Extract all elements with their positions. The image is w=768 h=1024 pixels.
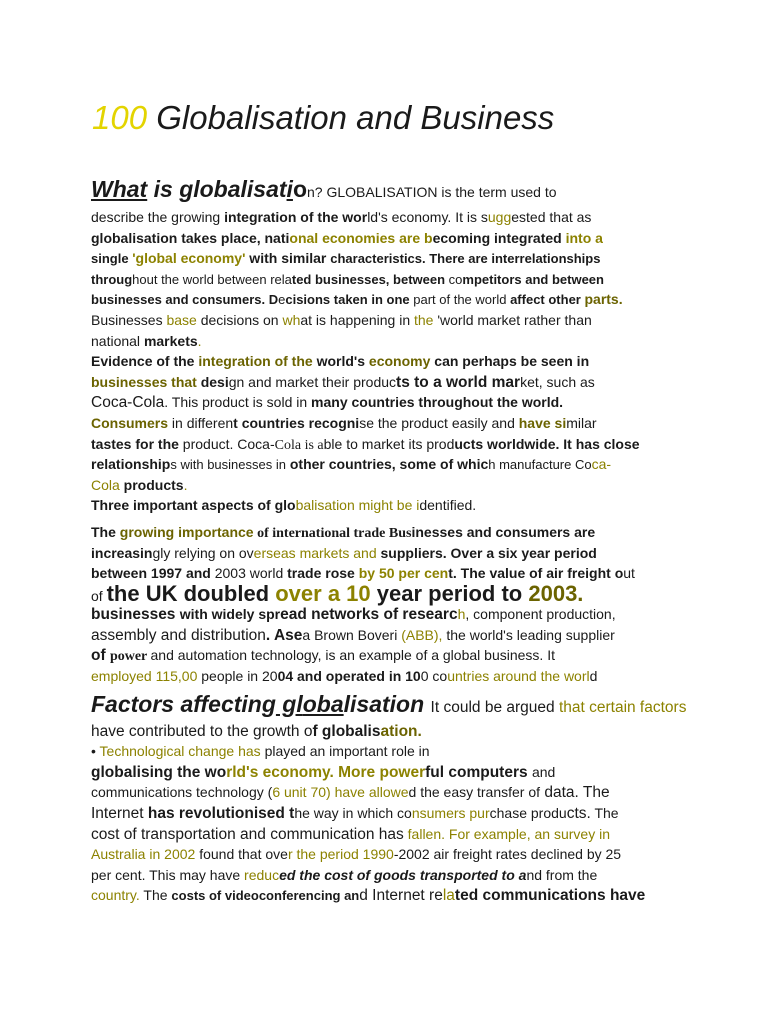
text-line: [91, 228, 691, 249]
text-run: re power: [360, 763, 426, 781]
text-run: la: [442, 887, 455, 905]
text-run: , component production,: [465, 606, 616, 623]
text-run: r the period 1990: [287, 846, 394, 863]
text-run: throug: [91, 271, 133, 287]
text-run: The: [590, 805, 619, 822]
title-text: Globalisation and Business: [147, 99, 555, 136]
text-run: cost of transportation and communication has: [91, 825, 404, 843]
text-line: [91, 434, 691, 455]
document-title: [92, 95, 554, 141]
text-run: communications technology (: [91, 784, 273, 801]
text-run: ut: [623, 565, 635, 582]
text-run: (ABB),: [397, 626, 443, 643]
text-run: s declined by 25: [519, 846, 622, 863]
text-run: chase produ: [489, 805, 567, 822]
text-line: [91, 645, 691, 666]
text-run: onal economies are b: [289, 229, 433, 246]
text-line: [91, 171, 691, 207]
text-run: suppliers. Over a s: [376, 544, 506, 561]
text-run: What: [91, 176, 148, 202]
text-run: t countrie: [233, 414, 297, 431]
text-run: mple of a global busin: [381, 647, 518, 664]
text-run: data. The: [540, 784, 610, 802]
text-run: of internatio: [253, 525, 332, 541]
text-run: part of the world: [413, 292, 507, 308]
text-run: costs of videoconferencing an: [171, 888, 360, 904]
text-run: ca-: [591, 456, 612, 473]
text-line: [91, 248, 691, 269]
text-run: •: [91, 743, 100, 760]
text-run: milar: [566, 414, 597, 431]
text-run: Cola is a: [274, 437, 324, 453]
text-run: Evidence of the: [91, 353, 199, 370]
text-run: ts to a world mar: [396, 373, 521, 391]
text-run: he way in which co: [294, 805, 412, 822]
text-run: by 50 per cen: [358, 565, 449, 582]
text-run: businesses and consumers. D: [91, 292, 279, 308]
text-line: [91, 269, 691, 290]
text-run: i: [466, 209, 470, 225]
text-run: revolutionised t: [174, 805, 295, 823]
text-run: ed the cost of goods transported to a: [279, 866, 527, 883]
text-run: has: [147, 805, 175, 823]
text-run: world's: [312, 353, 366, 370]
text-run: This may have: [145, 866, 245, 883]
text-line: [91, 604, 691, 625]
text-run: growing importance: [119, 523, 254, 540]
text-line: [91, 351, 691, 372]
text-run: rs: [512, 763, 532, 781]
text-run: desi: [200, 373, 229, 390]
text-run: d the easy transfer of: [408, 784, 541, 801]
text-run: rvey in: [568, 825, 610, 842]
text-run: ation.: [380, 722, 422, 740]
text-run: lisation: [343, 690, 431, 717]
text-run: rld's economy. Mo: [226, 763, 361, 781]
title-number: 100: [92, 99, 148, 136]
text-run: Cola: [91, 476, 120, 493]
text-run: gn and market their produc: [228, 373, 397, 390]
text-run: can perhaps be seen in: [434, 353, 590, 370]
text-run: nsumers pur: [411, 805, 490, 822]
text-run: Internet: [91, 805, 148, 823]
text-run: s and consumers are: [455, 523, 596, 540]
text-run: se the product easily and: [359, 414, 519, 431]
text-run: 2003.: [528, 580, 584, 606]
text-run: assembly and distribution: [91, 626, 266, 644]
text-run: products: [119, 476, 184, 493]
text-line: [91, 454, 691, 475]
text-run: with widely spr: [179, 606, 281, 623]
text-line: [91, 331, 691, 352]
text-run: It could be argued: [430, 698, 555, 716]
text-run: gl: [275, 690, 303, 717]
text-run: h: [457, 606, 466, 623]
text-run: reduc: [244, 866, 280, 883]
text-run: orld's leading supplier: [479, 626, 615, 643]
document-body: [91, 171, 691, 906]
text-run: n: [583, 311, 592, 328]
text-run: in: [168, 414, 183, 431]
text-line: [91, 413, 691, 434]
text-run: 2002: [164, 846, 196, 863]
text-run: .: [197, 332, 202, 349]
text-run: that certain factors: [554, 698, 687, 716]
text-run: between 1: [91, 565, 159, 582]
text-run: and automation technology, is an exa: [150, 647, 382, 664]
text-run: single: [91, 251, 133, 267]
text-run: 2003 world: [214, 565, 284, 582]
text-run: is: [153, 176, 180, 202]
text-run: in: [149, 846, 165, 863]
text-run: into a: [565, 229, 603, 246]
text-run: ble to market its prod: [323, 435, 455, 452]
text-run: relationship: [91, 456, 171, 473]
text-run: businesses that: [91, 373, 201, 390]
text-line: [91, 289, 691, 310]
text-run: globalisation takes place, nati: [91, 229, 290, 246]
text-run: ket, such as: [520, 373, 595, 390]
text-run: rld.: [541, 394, 564, 411]
text-run: e i: [404, 497, 420, 514]
text-run: Coca-Cola: [91, 394, 165, 412]
text-run: 0 co: [420, 668, 448, 685]
text-run: base: [166, 311, 201, 328]
text-line: [91, 721, 691, 742]
text-run: trade rose: [283, 565, 359, 582]
text-run: oba: [302, 690, 344, 717]
text-run: economy: [365, 353, 435, 370]
text-run: ucts worldwide. It: [454, 435, 572, 452]
text-run: of: [91, 647, 110, 665]
text-run: dentified.: [419, 497, 477, 514]
text-run: have allowe: [334, 784, 409, 801]
text-run: cts.: [566, 805, 591, 823]
text-run: the: [414, 311, 434, 328]
text-run: people in 20: [197, 668, 278, 685]
text-run: ess.: [517, 647, 544, 664]
text-run: e: [278, 292, 286, 308]
text-run: decisions on: [200, 311, 283, 328]
text-run: nd from the: [526, 866, 598, 883]
text-line: [91, 207, 691, 228]
text-run: 'global economy': [132, 250, 246, 267]
text-run: ecting: [208, 690, 276, 717]
text-run: d: [589, 668, 598, 685]
text-run: 04 and operated in 10: [277, 668, 421, 685]
text-run: co: [448, 271, 463, 287]
text-run: Consumers: [91, 414, 169, 431]
text-run: over a 10: [269, 580, 371, 606]
text-run: have si: [518, 414, 567, 431]
text-run: globalising the wo: [91, 763, 227, 781]
text-run: The: [91, 523, 120, 540]
text-run: i: [286, 176, 293, 202]
text-run: ld's ec: [367, 209, 407, 225]
text-run: erseas markets and: [253, 544, 377, 561]
text-run: have contributed to the growth o: [91, 722, 313, 740]
text-line: [91, 625, 691, 646]
text-run: with similar: [245, 250, 331, 267]
text-run: e: [512, 846, 520, 863]
text-run: inesse: [411, 523, 456, 540]
text-run: man: [311, 394, 340, 411]
text-run: ful compute: [425, 763, 513, 781]
text-run: of: [91, 587, 107, 604]
text-run: h manufacture Co: [488, 457, 592, 473]
text-run: fallen. For example, an su: [403, 825, 569, 842]
text-run: businesses: [91, 606, 180, 624]
text-run: f globalis: [312, 722, 381, 740]
text-run: The: [139, 887, 172, 904]
text-run: integration of the: [198, 353, 313, 370]
text-run: ted communications have: [454, 887, 646, 905]
text-run: employed 115,00: [91, 668, 198, 685]
text-run: n? GLOBALISATION is the term used to: [307, 184, 557, 200]
text-run: at is happening in: [300, 311, 414, 328]
text-run: s s: [470, 209, 488, 225]
text-run: It: [543, 647, 555, 664]
text-line: [91, 580, 691, 606]
text-run: Factors aff: [91, 690, 209, 717]
text-line: [91, 782, 691, 803]
text-run: ght b: [373, 497, 405, 514]
text-run: Businesses: [91, 311, 167, 328]
text-run: found that ove: [195, 846, 288, 863]
text-line: [91, 392, 691, 413]
text-line: [91, 310, 691, 331]
text-run: hout the world between rela: [132, 271, 292, 287]
text-line: [91, 495, 691, 516]
text-run: Three important aspects of glo: [91, 497, 296, 514]
text-run: ead networks of researc: [280, 606, 458, 624]
text-run: untries around the worl: [447, 668, 590, 685]
text-run: nternet re: [376, 887, 443, 905]
text-run: Technological change has: [99, 743, 265, 760]
text-line: [91, 666, 691, 687]
text-run: parts.: [584, 291, 623, 308]
text-run: -2002 air freight r: [393, 846, 501, 863]
text-run: markets: [143, 332, 198, 349]
text-run: national: [91, 332, 144, 349]
text-run: mpetitors and between: [462, 271, 604, 287]
text-run: the w: [442, 626, 480, 643]
text-run: increasin: [91, 544, 153, 561]
text-run: d I: [359, 887, 377, 905]
text-line: [91, 475, 691, 496]
text-run: a Brown Boveri: [302, 626, 398, 643]
text-run: .: [183, 476, 188, 493]
text-run: nal trade Bus: [331, 525, 412, 541]
text-line: [91, 522, 691, 543]
text-run: o: [292, 176, 307, 202]
text-run: s recogni: [296, 414, 360, 431]
text-run: integration of the wor: [224, 209, 368, 225]
text-line: [91, 824, 691, 845]
text-line: [91, 762, 691, 783]
text-run: ted businesses, between: [291, 271, 449, 287]
text-line: [91, 687, 691, 721]
text-run: cisions taken in one: [285, 292, 410, 308]
text-run: year period to: [370, 580, 529, 606]
text-run: power: [109, 649, 151, 665]
text-line: [91, 741, 691, 762]
text-run: characteristics. There are interrelationships: [330, 251, 601, 267]
text-run: . This product is sold in: [164, 394, 312, 411]
text-line: [91, 372, 691, 393]
text-run: 'world market rather tha: [433, 311, 584, 328]
text-run: onomy. It: [406, 209, 467, 225]
text-run: tastes for the: [91, 435, 179, 452]
text-run: has close: [571, 435, 640, 452]
text-run: product. Coca-: [178, 435, 275, 452]
text-run: the UK doubled: [106, 580, 270, 606]
text-run: ugg: [487, 209, 512, 225]
text-run: gly relying on ov: [152, 544, 254, 561]
text-run: s with businesses in: [170, 457, 286, 473]
text-run: . Ase: [265, 626, 303, 644]
text-line: [91, 885, 691, 906]
text-run: y countries throughout the wo: [339, 394, 542, 411]
text-run: Australia: [91, 846, 150, 863]
text-run: 6 unit 70): [272, 784, 335, 801]
text-line: [91, 543, 691, 564]
text-run: affect other: [506, 292, 585, 308]
text-run: balisation mi: [295, 497, 374, 514]
text-run: country.: [91, 887, 140, 904]
text-run: pla: [264, 743, 284, 760]
text-line: [91, 865, 691, 886]
text-run: describe the growing: [91, 209, 225, 225]
text-run: other countries, some of whic: [285, 456, 489, 473]
text-line: [91, 803, 691, 824]
text-run: globalisat: [179, 176, 287, 202]
text-run: and: [531, 763, 556, 780]
text-run: ested that as: [511, 209, 592, 225]
text-run: at: [500, 846, 513, 863]
text-run: wh: [282, 311, 301, 328]
text-run: t. The value of air freight o: [448, 565, 624, 582]
text-run: ix year period: [505, 544, 597, 561]
text-run: per cent.: [91, 866, 146, 883]
text-line: [91, 844, 691, 865]
text-run: 997 and: [158, 565, 215, 582]
text-run: differen: [182, 414, 234, 431]
text-run: yed an important role in: [283, 743, 430, 760]
text-run: ecoming integrated: [432, 229, 566, 246]
